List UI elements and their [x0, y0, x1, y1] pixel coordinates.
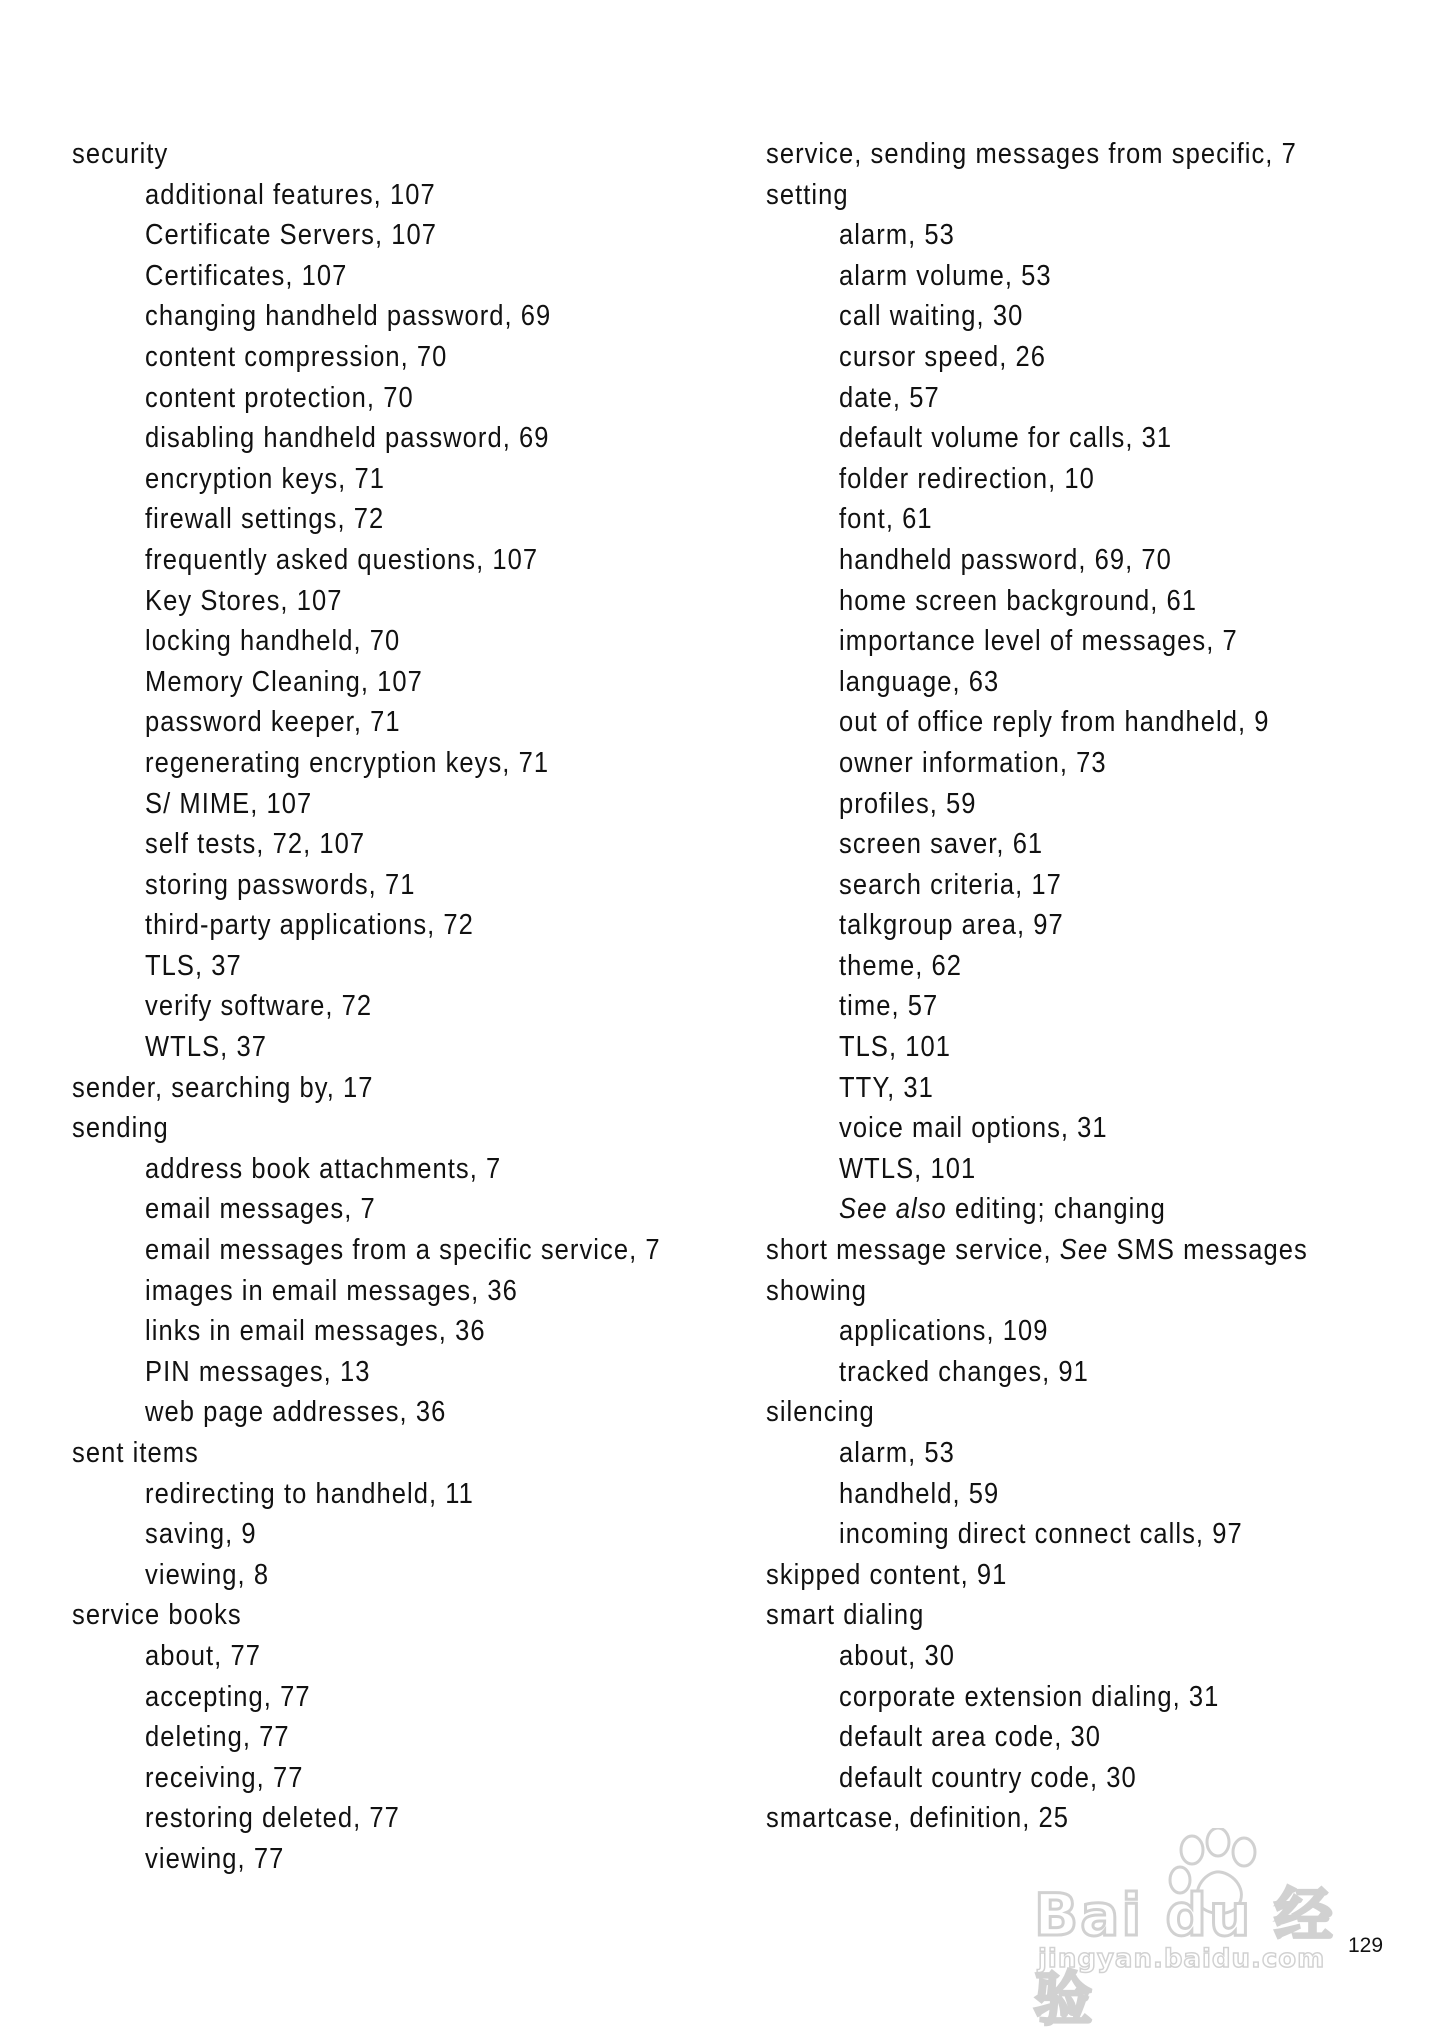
- entry-text: Certificate Servers, 107: [145, 219, 438, 252]
- entry-text: date, 57: [839, 381, 940, 414]
- index-subentry: [72, 1474, 618, 1515]
- index-subentry: [766, 1027, 1312, 1068]
- index-subentry: [766, 499, 1312, 540]
- entry-text: locking handheld, 70: [145, 625, 401, 658]
- entry-text: TTY, 31: [839, 1071, 934, 1104]
- index-subentry: [766, 662, 1312, 703]
- index-subentry: [72, 1392, 618, 1433]
- index-subentry: [72, 743, 618, 784]
- entry-text: theme, 62: [839, 949, 963, 982]
- index-subentry: [72, 1311, 618, 1352]
- index-subentry: [72, 540, 618, 581]
- index-subentry: [72, 1717, 618, 1758]
- index-subentry: [766, 540, 1312, 581]
- entry-text: default country code, 30: [839, 1761, 1137, 1794]
- index-subentry: [72, 1271, 618, 1312]
- entry-text: storing passwords, 71: [145, 868, 416, 901]
- entry-text: folder redirection, 10: [839, 462, 1095, 495]
- index-subentry: [72, 1230, 661, 1271]
- entry-text: handheld, 59: [839, 1477, 1000, 1510]
- entry-text: smart dialing: [766, 1599, 925, 1632]
- index-subentry: [72, 1677, 618, 1718]
- entry-text: voice mail options, 31: [839, 1112, 1108, 1145]
- entry-text: call waiting, 30: [839, 300, 1024, 333]
- entry-text: default area code, 30: [839, 1721, 1102, 1754]
- index-subentry: [72, 418, 618, 459]
- index-subentry: [766, 946, 1312, 987]
- entry-text: email messages from a specific service, 7: [145, 1234, 661, 1267]
- index-subentry: [766, 1677, 1312, 1718]
- index-subentry: [766, 1068, 1312, 1109]
- index-entry: [766, 1595, 1312, 1636]
- entry-text: Key Stores, 107: [145, 584, 343, 617]
- entry-text: TLS, 101: [839, 1031, 952, 1064]
- entry-text: importance level of messages, 7: [839, 625, 1238, 658]
- index-subentry: [72, 824, 618, 865]
- entry-text: handheld password, 69, 70: [839, 543, 1172, 576]
- entry-text: Memory Cleaning, 107: [145, 665, 423, 698]
- index-subentry: [766, 1636, 1312, 1677]
- entry-text: PIN messages, 13: [145, 1355, 371, 1388]
- entry-text: accepting, 77: [145, 1680, 311, 1713]
- entry-text: receiving, 77: [145, 1761, 304, 1794]
- entry-text: setting: [766, 178, 849, 211]
- index-subentry: [766, 865, 1312, 906]
- index-subentry: [72, 905, 618, 946]
- index-subentry: [766, 1433, 1312, 1474]
- entry-text: language, 63: [839, 665, 1000, 698]
- index-subentry: [766, 418, 1312, 459]
- entry-text: verify software, 72: [145, 990, 373, 1023]
- index-subentry: [766, 459, 1312, 500]
- index-subentry: [766, 621, 1312, 662]
- entry-text: sending: [72, 1112, 169, 1145]
- index-subentry: [72, 1514, 618, 1555]
- entry-text: changing handheld password, 69: [145, 300, 552, 333]
- index-subentry: [766, 1717, 1312, 1758]
- index-subentry: [72, 1758, 618, 1799]
- index-subentry: [72, 621, 618, 662]
- index-subentry: [766, 296, 1312, 337]
- entry-text: WTLS, 37: [145, 1031, 267, 1064]
- index-subentry: [766, 905, 1312, 946]
- entry-text: editing; changing: [946, 1193, 1166, 1226]
- index-subentry: [72, 784, 618, 825]
- index-subentry: [766, 378, 1312, 419]
- index-subentry: [72, 702, 618, 743]
- entry-text: firewall settings, 72: [145, 503, 385, 536]
- index-subentry: [72, 175, 618, 216]
- entry-text: deleting, 77: [145, 1721, 290, 1754]
- index-subentry: [766, 824, 1312, 865]
- entry-text: talkgroup area, 97: [839, 909, 1064, 942]
- entry-text: time, 57: [839, 990, 939, 1023]
- entry-text: about, 30: [839, 1639, 955, 1672]
- entry-text: alarm, 53: [839, 219, 955, 252]
- entry-text: tracked changes, 91: [839, 1355, 1089, 1388]
- index-entry: [72, 1068, 618, 1109]
- entry-text: owner information, 73: [839, 746, 1107, 779]
- index-subentry: [766, 702, 1312, 743]
- index-subentry: [766, 1149, 1312, 1190]
- index-entry: [72, 1595, 618, 1636]
- entry-text: content protection, 70: [145, 381, 414, 414]
- entry-text: third-party applications, 72: [145, 909, 474, 942]
- index-entry: [72, 1108, 618, 1149]
- index-subentry: [766, 1514, 1312, 1555]
- index-subentry: [766, 743, 1312, 784]
- index-subentry: [72, 337, 618, 378]
- index-subentry: [72, 1189, 618, 1230]
- entry-text: TLS, 37: [145, 949, 242, 982]
- entry-text: redirecting to handheld, 11: [145, 1477, 474, 1510]
- index-entry: [766, 1555, 1312, 1596]
- index-subentry: [72, 378, 618, 419]
- index-subentry: [72, 499, 618, 540]
- baidu-watermark: [1034, 1828, 1394, 2033]
- entry-text: email messages, 7: [145, 1193, 376, 1226]
- entry-text: search criteria, 17: [839, 868, 1062, 901]
- entry-text: disabling handheld password, 69: [145, 422, 550, 455]
- index-subentry: [766, 215, 1312, 256]
- index-subentry: [72, 1027, 618, 1068]
- entry-text: links in email messages, 36: [145, 1315, 486, 1348]
- index-entry: [766, 1392, 1312, 1433]
- entry-text: additional features, 107: [145, 178, 436, 211]
- index-subentry: [766, 1758, 1312, 1799]
- index-subentry: [72, 946, 618, 987]
- index-subentry: [766, 784, 1312, 825]
- index-subentry: [766, 256, 1312, 297]
- index-entry: [72, 1433, 618, 1474]
- entry-text: skipped content, 91: [766, 1558, 1008, 1591]
- cross-reference-term: See: [1059, 1234, 1109, 1267]
- index-entry: [766, 1271, 1312, 1312]
- entry-prefix: short message service,: [766, 1234, 1060, 1267]
- entry-text: saving, 9: [145, 1518, 257, 1551]
- entry-text: profiles, 59: [839, 787, 977, 820]
- entry-text: regenerating encryption keys, 71: [145, 746, 550, 779]
- index-subentry: [766, 1189, 1312, 1230]
- entry-text: content compression, 70: [145, 340, 448, 373]
- index-subentry: [766, 581, 1312, 622]
- entry-text: images in email messages, 36: [145, 1274, 518, 1307]
- entry-text: viewing, 8: [145, 1558, 270, 1591]
- index-entry: [766, 134, 1312, 175]
- entry-text: sent items: [72, 1437, 199, 1469]
- entry-text: encryption keys, 71: [145, 462, 385, 495]
- entry-text: service, sending messages from specific, 7: [766, 138, 1297, 170]
- index-subentry: [72, 1352, 618, 1393]
- entry-text: WTLS, 101: [839, 1152, 977, 1185]
- index-subentry: [72, 986, 618, 1027]
- index-subentry: [72, 296, 618, 337]
- entry-text: silencing: [766, 1396, 875, 1429]
- entry-text: address book attachments, 7: [145, 1152, 502, 1185]
- entry-text: incoming direct connect calls, 97: [839, 1518, 1243, 1551]
- entry-text: sender, searching by, 17: [72, 1071, 374, 1104]
- index-column-right: [766, 134, 1386, 1839]
- entry-text: Certificates, 107: [145, 259, 348, 292]
- entry-text: service books: [72, 1599, 242, 1632]
- index-subentry: [72, 1149, 618, 1190]
- page-number: 129: [1348, 1934, 1384, 1957]
- index-entry: [766, 175, 1312, 216]
- index-subentry: [72, 459, 618, 500]
- index-subentry: [766, 1352, 1312, 1393]
- index-subentry: [72, 256, 618, 297]
- entry-text: viewing, 77: [145, 1842, 285, 1875]
- entry-text: security: [72, 138, 169, 170]
- entry-text: web page addresses, 36: [145, 1396, 447, 1429]
- index-subentry: [72, 1636, 618, 1677]
- index-column-left: [72, 134, 692, 1880]
- entry-text: cursor speed, 26: [839, 340, 1047, 373]
- index-entry: [766, 1798, 1312, 1839]
- index-subentry: [72, 1798, 618, 1839]
- entry-text: alarm volume, 53: [839, 259, 1052, 292]
- entry-text: restoring deleted, 77: [145, 1802, 400, 1835]
- entry-text: applications, 109: [839, 1315, 1049, 1348]
- watermark-brand: Bai du 经验: [1034, 1881, 1335, 2033]
- index-subentry: [72, 1839, 618, 1880]
- entry-text: home screen background, 61: [839, 584, 1198, 617]
- cross-reference-term: See also: [839, 1193, 947, 1226]
- entry-text: about, 77: [145, 1639, 261, 1672]
- index-subentry: [72, 581, 618, 622]
- entry-text: frequently asked questions, 107: [145, 543, 539, 576]
- entry-text: corporate extension dialing, 31: [839, 1680, 1220, 1713]
- index-subentry: [766, 1474, 1312, 1515]
- watermark-url: jingyan.baidu.com: [1038, 1944, 1326, 1974]
- index-entry: [72, 134, 618, 175]
- index-subentry: [72, 865, 618, 906]
- entry-text: font, 61: [839, 503, 933, 536]
- index-subentry: [766, 337, 1312, 378]
- index-subentry: [766, 986, 1312, 1027]
- index-subentry: [72, 215, 618, 256]
- entry-text: alarm, 53: [839, 1437, 955, 1469]
- entry-text: out of office reply from handheld, 9: [839, 706, 1270, 739]
- paw-icon: [1160, 1828, 1270, 1918]
- index-subentry: [766, 1311, 1312, 1352]
- entry-text: showing: [766, 1274, 868, 1307]
- entry-text: SMS messages: [1108, 1234, 1308, 1267]
- entry-text: default volume for calls, 31: [839, 422, 1173, 455]
- entry-text: password keeper, 71: [145, 706, 401, 739]
- index-subentry: [72, 1555, 618, 1596]
- entry-text: self tests, 72, 107: [145, 828, 366, 861]
- index-subentry: [766, 1108, 1312, 1149]
- entry-text: screen saver, 61: [839, 828, 1044, 861]
- index-subentry: [72, 662, 618, 703]
- entry-text: smartcase, definition, 25: [766, 1802, 1070, 1835]
- index-entry: [766, 1230, 1312, 1271]
- entry-text: S/ MIME, 107: [145, 787, 313, 820]
